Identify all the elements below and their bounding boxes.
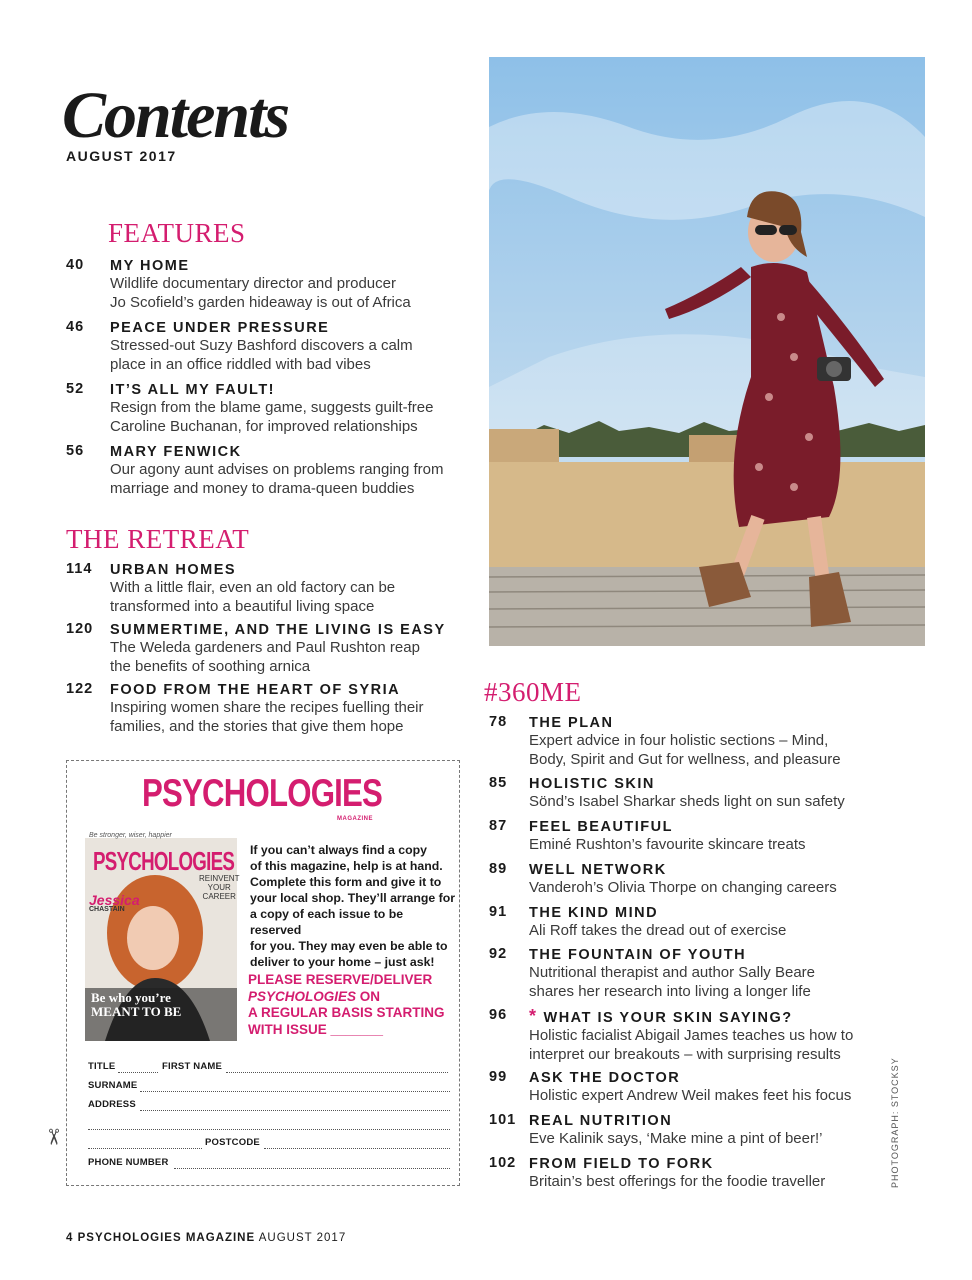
postcode-label: POSTCODE: [205, 1137, 260, 1148]
entry-desc-line: Ali Roff takes the dread out of exercise: [529, 922, 787, 939]
page-number: 87: [489, 818, 508, 834]
entry-title: PEACE UNDER PRESSURE: [110, 320, 330, 336]
page-number: 40: [66, 257, 85, 273]
form-row-address: [88, 1099, 450, 1113]
cover-photo: [489, 57, 925, 646]
entry-desc-line: place in an office riddled with bad vibes: [110, 355, 371, 373]
scissors-icon: ✂: [41, 1127, 67, 1147]
postcode-field[interactable]: [264, 1148, 450, 1149]
360me-entry[interactable]: [489, 904, 899, 941]
entry-title: MARY FENWICK: [110, 444, 242, 460]
form-row-title-name: [88, 1061, 450, 1075]
entry-desc-line: interpret our breakouts – with surprising results: [529, 1045, 841, 1063]
reservation-info-text: [250, 842, 455, 970]
brand-logo: PSYCHOLOGIES: [142, 772, 383, 815]
cta-magazine-name: PSYCHOLOGIES: [248, 988, 357, 1004]
form-row-address-2: [88, 1118, 450, 1132]
entry-desc-line: transformed into a beautiful living space: [110, 597, 375, 615]
entry-desc-line: With a little flair, even an old factory can be: [110, 579, 396, 596]
entry-desc-line: Nutritional therapist and author Sally Beare: [529, 964, 815, 981]
entry-desc-line: Inspiring women share the recipes fuelling their: [110, 699, 424, 716]
page-number: 102: [489, 1155, 517, 1171]
page-number: 85: [489, 775, 508, 791]
info-line: of this magazine, help is at hand.: [250, 859, 443, 873]
cover-surname: CHASTAIN: [89, 906, 125, 913]
360me-entry[interactable]: [489, 861, 899, 898]
asterisk-icon: *: [529, 1006, 538, 1026]
photo-credit: PHOTOGRAPH: STOCKSY: [890, 1057, 900, 1188]
cover-bottom-line: Be who you’re: [91, 990, 171, 1005]
features-heading: FEATURES: [108, 218, 246, 248]
entry-desc-line: Britain’s best offerings for the foodie traveller: [529, 1173, 826, 1190]
cover-side-text: [199, 874, 239, 901]
phone-label: PHONE NUMBER: [88, 1157, 169, 1168]
entry-title: IT’S ALL MY FAULT!: [110, 382, 276, 398]
first-name-label: FIRST NAME: [162, 1061, 223, 1072]
info-line: deliver to your home – just ask!: [250, 955, 435, 969]
360me-entry[interactable]: [489, 1112, 899, 1149]
retreat-entry[interactable]: [66, 681, 476, 736]
cover-name: Jessica: [89, 892, 140, 908]
info-line: Complete this form and give it to: [250, 875, 442, 889]
cover-tagline: Be stronger, wiser, happier: [89, 832, 172, 839]
footer-page-number: 4: [66, 1232, 74, 1244]
entry-title: ASK THE DOCTOR: [529, 1070, 681, 1086]
entry-title: [529, 1007, 899, 1027]
entry-desc-line: Our agony aunt advises on problems ranging from: [110, 461, 444, 478]
360me-entry[interactable]: [489, 946, 899, 1001]
features-entry[interactable]: [66, 257, 476, 312]
info-line: If you can’t always find a copy: [250, 843, 427, 857]
entry-title: REAL NUTRITION: [529, 1113, 673, 1129]
page-number: 56: [66, 443, 85, 459]
entry-title: FEEL BEAUTIFUL: [529, 819, 673, 835]
magazine-cover: [85, 832, 240, 1041]
page-number: 99: [489, 1069, 508, 1085]
entry-desc-line: Jo Scofield’s garden hideaway is out of Africa: [110, 293, 411, 311]
features-entry[interactable]: [66, 319, 476, 374]
entry-desc-line: marriage and money to drama-queen buddies: [110, 479, 415, 497]
360me-entry[interactable]: [489, 1155, 899, 1192]
cta-line-end: ON: [356, 988, 381, 1004]
footer-date: AUGUST 2017: [258, 1232, 347, 1244]
360me-entry[interactable]: [489, 818, 899, 855]
360me-entry[interactable]: [489, 714, 899, 769]
entry-desc-line: Stressed-out Suzy Bashford discovers a calm: [110, 337, 413, 354]
entry-title: URBAN HOMES: [110, 562, 237, 578]
cover-side-line: YOUR: [207, 883, 231, 892]
360me-entry[interactable]: [489, 775, 899, 812]
page-number: 89: [489, 861, 508, 877]
info-line: your local shop. They’ll arrange for: [250, 891, 455, 905]
address-field[interactable]: [140, 1110, 450, 1111]
retreat-entry[interactable]: [66, 561, 476, 616]
entry-title: FROM FIELD TO FORK: [529, 1156, 714, 1172]
page-footer: [66, 1232, 346, 1244]
entry-title: WELL NETWORK: [529, 862, 667, 878]
page-number: 122: [66, 681, 94, 697]
360me-entry[interactable]: [489, 1069, 899, 1106]
entry-desc-line: Caroline Buchanan, for improved relationships: [110, 417, 418, 435]
walking-woman-illustration: [489, 57, 925, 646]
entry-desc-line: Resign from the blame game, suggests guilt-free: [110, 399, 434, 416]
entry-desc-line: Holistic expert Andrew Weil makes feet his focus: [529, 1087, 852, 1104]
page-number: 78: [489, 714, 508, 730]
address-line-2-field[interactable]: [88, 1129, 450, 1130]
phone-field[interactable]: [174, 1168, 450, 1169]
entry-desc-line: Eminé Rushton’s favourite skincare treats: [529, 836, 806, 853]
reservation-cta: [248, 972, 458, 1038]
features-entry[interactable]: [66, 443, 476, 498]
360me-heading: #360ME: [484, 677, 582, 707]
cta-line: [248, 989, 458, 1006]
surname-field[interactable]: [140, 1091, 450, 1092]
page-number: 46: [66, 319, 85, 335]
address-line-3-field[interactable]: [88, 1148, 202, 1149]
issue-number-field[interactable]: WITH ISSUE _______: [248, 1021, 384, 1037]
entry-title: SUMMERTIME, AND THE LIVING IS EASY: [110, 622, 446, 638]
cover-side-line: REINVENT: [199, 874, 240, 883]
entry-desc-line: Sönd’s Isabel Sharkar sheds light on sun safety: [529, 793, 845, 810]
entry-title: THE PLAN: [529, 715, 614, 731]
form-row-postcode: [88, 1137, 450, 1151]
cover-side-line: CAREER: [202, 892, 236, 901]
retreat-heading: THE RETREAT: [66, 524, 250, 554]
brand-sub: MAGAZINE: [337, 816, 373, 822]
page-number: 120: [66, 621, 94, 637]
entry-desc-line: Wildlife documentary director and producer: [110, 275, 396, 292]
features-entry[interactable]: [66, 381, 476, 436]
page-number: 96: [489, 1007, 508, 1023]
page-number: 91: [489, 904, 508, 920]
entry-title: FOOD FROM THE HEART OF SYRIA: [110, 682, 401, 698]
page-number: 52: [66, 381, 85, 397]
entry-desc-line: shares her research into living a longer life: [529, 982, 811, 1000]
issue-date: AUGUST 2017: [66, 148, 177, 164]
title-label: TITLE: [88, 1061, 116, 1072]
info-line: a copy of each issue to be reserved: [250, 907, 404, 937]
title-field[interactable]: [118, 1072, 158, 1073]
retreat-entry[interactable]: [66, 621, 476, 676]
cover-masthead: PSYCHOLOGIES: [93, 846, 235, 876]
footer-magazine: PSYCHOLOGIES MAGAZINE: [77, 1232, 256, 1244]
entry-title: THE FOUNTAIN OF YOUTH: [529, 947, 747, 963]
entry-desc-line: families, and the stories that give them hope: [110, 717, 404, 735]
page-number: 92: [489, 946, 508, 962]
entry-desc-line: The Weleda gardeners and Paul Rushton reap: [110, 639, 420, 656]
form-row-surname: [88, 1080, 450, 1094]
cta-line: A REGULAR BASIS STARTING: [248, 1005, 445, 1020]
entry-title: MY HOME: [110, 258, 190, 274]
entry-title: THE KIND MIND: [529, 905, 659, 921]
page-number: 101: [489, 1112, 517, 1128]
info-line: for you. They may even be able to: [250, 939, 448, 953]
entry-title-text: WHAT IS YOUR SKIN SAYING?: [543, 1010, 793, 1026]
surname-label: SURNAME: [88, 1080, 138, 1091]
360me-entry[interactable]: [489, 1007, 899, 1064]
form-row-phone: [88, 1157, 450, 1171]
entry-desc-line: Body, Spirit and Gut for wellness, and pleasure: [529, 750, 841, 768]
entry-desc-line: Holistic facialist Abigail James teaches us how to: [529, 1027, 854, 1044]
entry-desc-line: Vanderoh’s Olivia Thorpe on changing careers: [529, 879, 837, 896]
entry-desc-line: Eve Kalinik says, ‘Make mine a pint of beer!’: [529, 1130, 823, 1147]
page-number: 114: [66, 561, 93, 577]
entry-desc-line: the benefits of soothing arnica: [110, 657, 311, 675]
entry-title: HOLISTIC SKIN: [529, 776, 655, 792]
address-label: ADDRESS: [88, 1099, 136, 1110]
entry-desc-line: Expert advice in four holistic sections – Mind,: [529, 732, 829, 749]
cover-bottom-line: MEANT TO BE: [91, 1004, 182, 1019]
cta-line: PLEASE RESERVE/DELIVER: [248, 972, 433, 987]
first-name-field[interactable]: [226, 1072, 448, 1073]
page-title: Contents: [62, 79, 289, 152]
